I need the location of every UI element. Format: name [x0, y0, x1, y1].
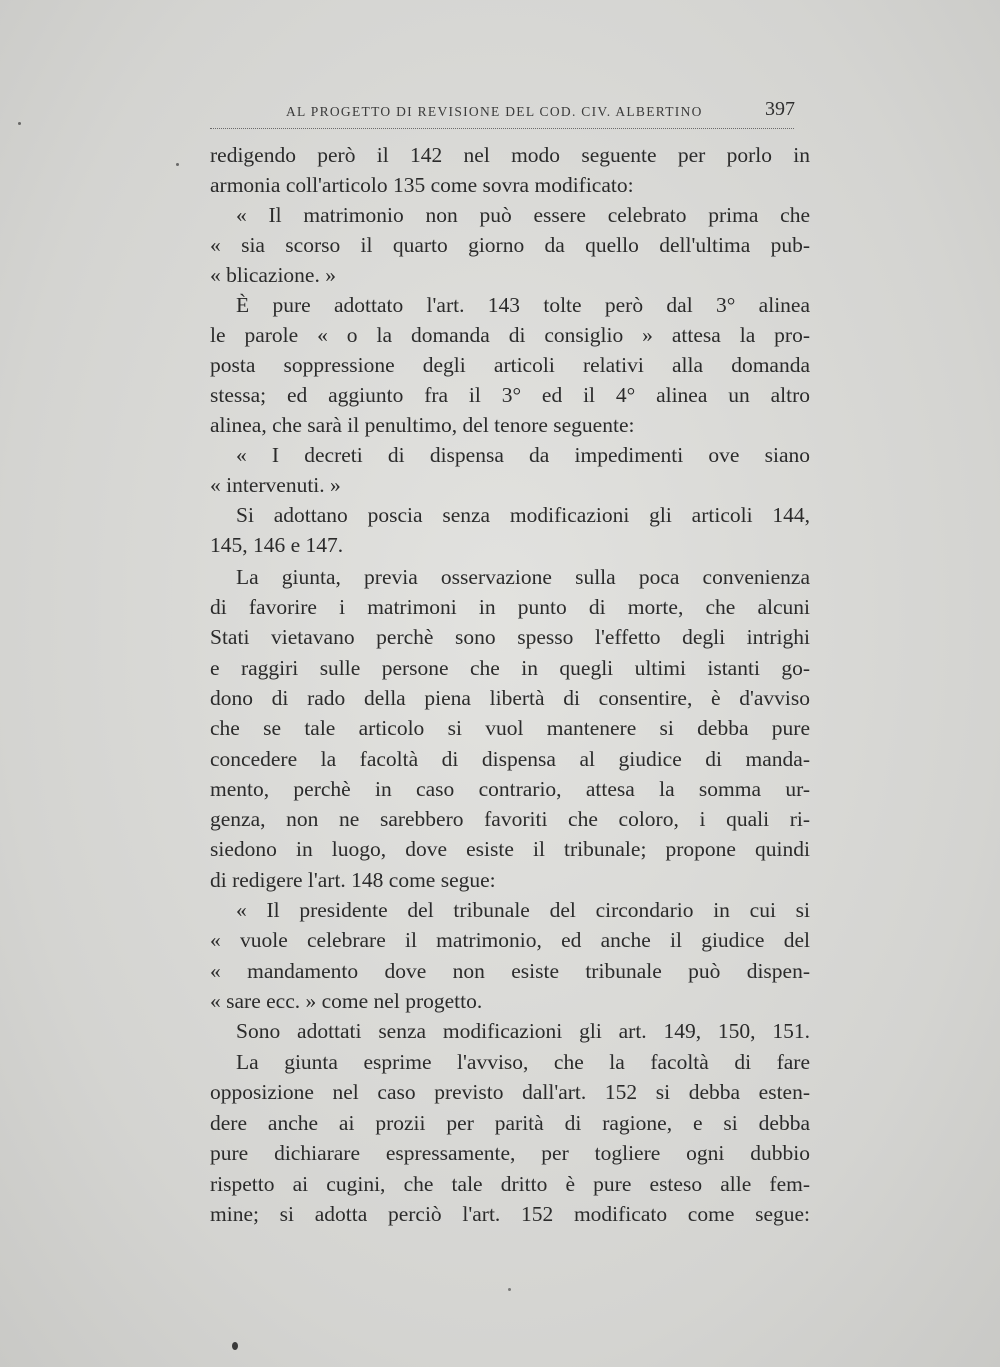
text-line: stessa; ed aggiunto fra il 3° ed il 4° alinea un altro [210, 383, 810, 407]
text-line: e raggiri sulle persone che in quegli ultimi istanti go- [210, 656, 810, 680]
text-line: alinea, che sarà il penultimo, del tenore seguente: [210, 413, 635, 437]
text-line: « Il matrimonio non può essere celebrato prima che [236, 203, 810, 227]
text-line: « blicazione. » [210, 263, 336, 287]
text-line: La giunta, previa osservazione sulla poca convenienza [236, 565, 810, 589]
text-line: opposizione nel caso previsto dall'art. 152 si debba esten- [210, 1080, 810, 1104]
text-line: « mandamento dove non esiste tribunale può dispen- [210, 959, 810, 983]
running-title: AL PROGETTO DI REVISIONE DEL COD. CIV. ALBERTINO [286, 104, 703, 119]
text-line: dono di rado della piena libertà di consentire, è d'avviso [210, 686, 810, 710]
text-line: dere anche ai prozii per parità di ragione, e si debba [210, 1111, 810, 1135]
ink-speck [18, 122, 21, 125]
text-line: che se tale articolo si vuol mantenere si debba pure [210, 716, 810, 740]
text-line: concedere la facoltà di dispensa al giudice di manda- [210, 747, 810, 771]
text-line: posta soppressione degli articoli relativi alla domanda [210, 353, 810, 377]
text-line: « Il presidente del tribunale del circondario in cui si [236, 898, 810, 922]
text-line: di redigere l'art. 148 come segue: [210, 868, 496, 892]
text-line: rispetto ai cugini, che tale dritto è pure esteso alle fem- [210, 1172, 810, 1196]
text-line: mento, perchè in caso contrario, attesa la somma ur- [210, 777, 810, 801]
header-rule [210, 128, 794, 129]
text-line: Sono adottati senza modificazioni gli art. 149, 150, 151. [236, 1019, 810, 1043]
text-line: 145, 146 e 147. [210, 533, 344, 557]
text-line: le parole « o la domanda di consiglio » attesa la pro- [210, 323, 810, 347]
text-line: « sare ecc. » come nel progetto. [210, 989, 483, 1013]
text-line: genza, non ne sarebbero favoriti che coloro, i quali ri- [210, 807, 810, 831]
page-number: 397 [765, 98, 795, 120]
text-line: redigendo però il 142 nel modo seguente per porlo in [210, 143, 810, 167]
text-line: « sia scorso il quarto giorno da quello dell'ultima pub- [210, 233, 810, 257]
ink-speck [176, 163, 179, 166]
text-line: « vuole celebrare il matrimonio, ed anche il giudice del [210, 928, 810, 952]
text-line: Si adottano poscia senza modificazioni gli articoli 144, [236, 503, 810, 527]
text-line: di favorire i matrimoni in punto di morte, che alcuni [210, 595, 810, 619]
text-line: Stati vietavano perchè sono spesso l'effetto degli intrighi [210, 625, 810, 649]
text-line: « intervenuti. » [210, 473, 341, 497]
running-head [210, 98, 795, 126]
ink-speck [232, 1342, 238, 1350]
text-line: È pure adottato l'art. 143 tolte però dal 3° alinea [236, 293, 810, 317]
text-line: pure dichiarare espressamente, per togliere ogni dubbio [210, 1141, 810, 1165]
text-line: « I decreti di dispensa da impedimenti ove siano [236, 443, 810, 467]
ink-speck [508, 1288, 511, 1291]
text-line: La giunta esprime l'avviso, che la facoltà di fare [236, 1050, 810, 1074]
text-line: armonia coll'articolo 135 come sovra modificato: [210, 173, 634, 197]
text-line: siedono in luogo, dove esiste il tribunale; propone quindi [210, 837, 810, 861]
text-line: mine; si adotta perciò l'art. 152 modificato come segue: [210, 1202, 810, 1226]
